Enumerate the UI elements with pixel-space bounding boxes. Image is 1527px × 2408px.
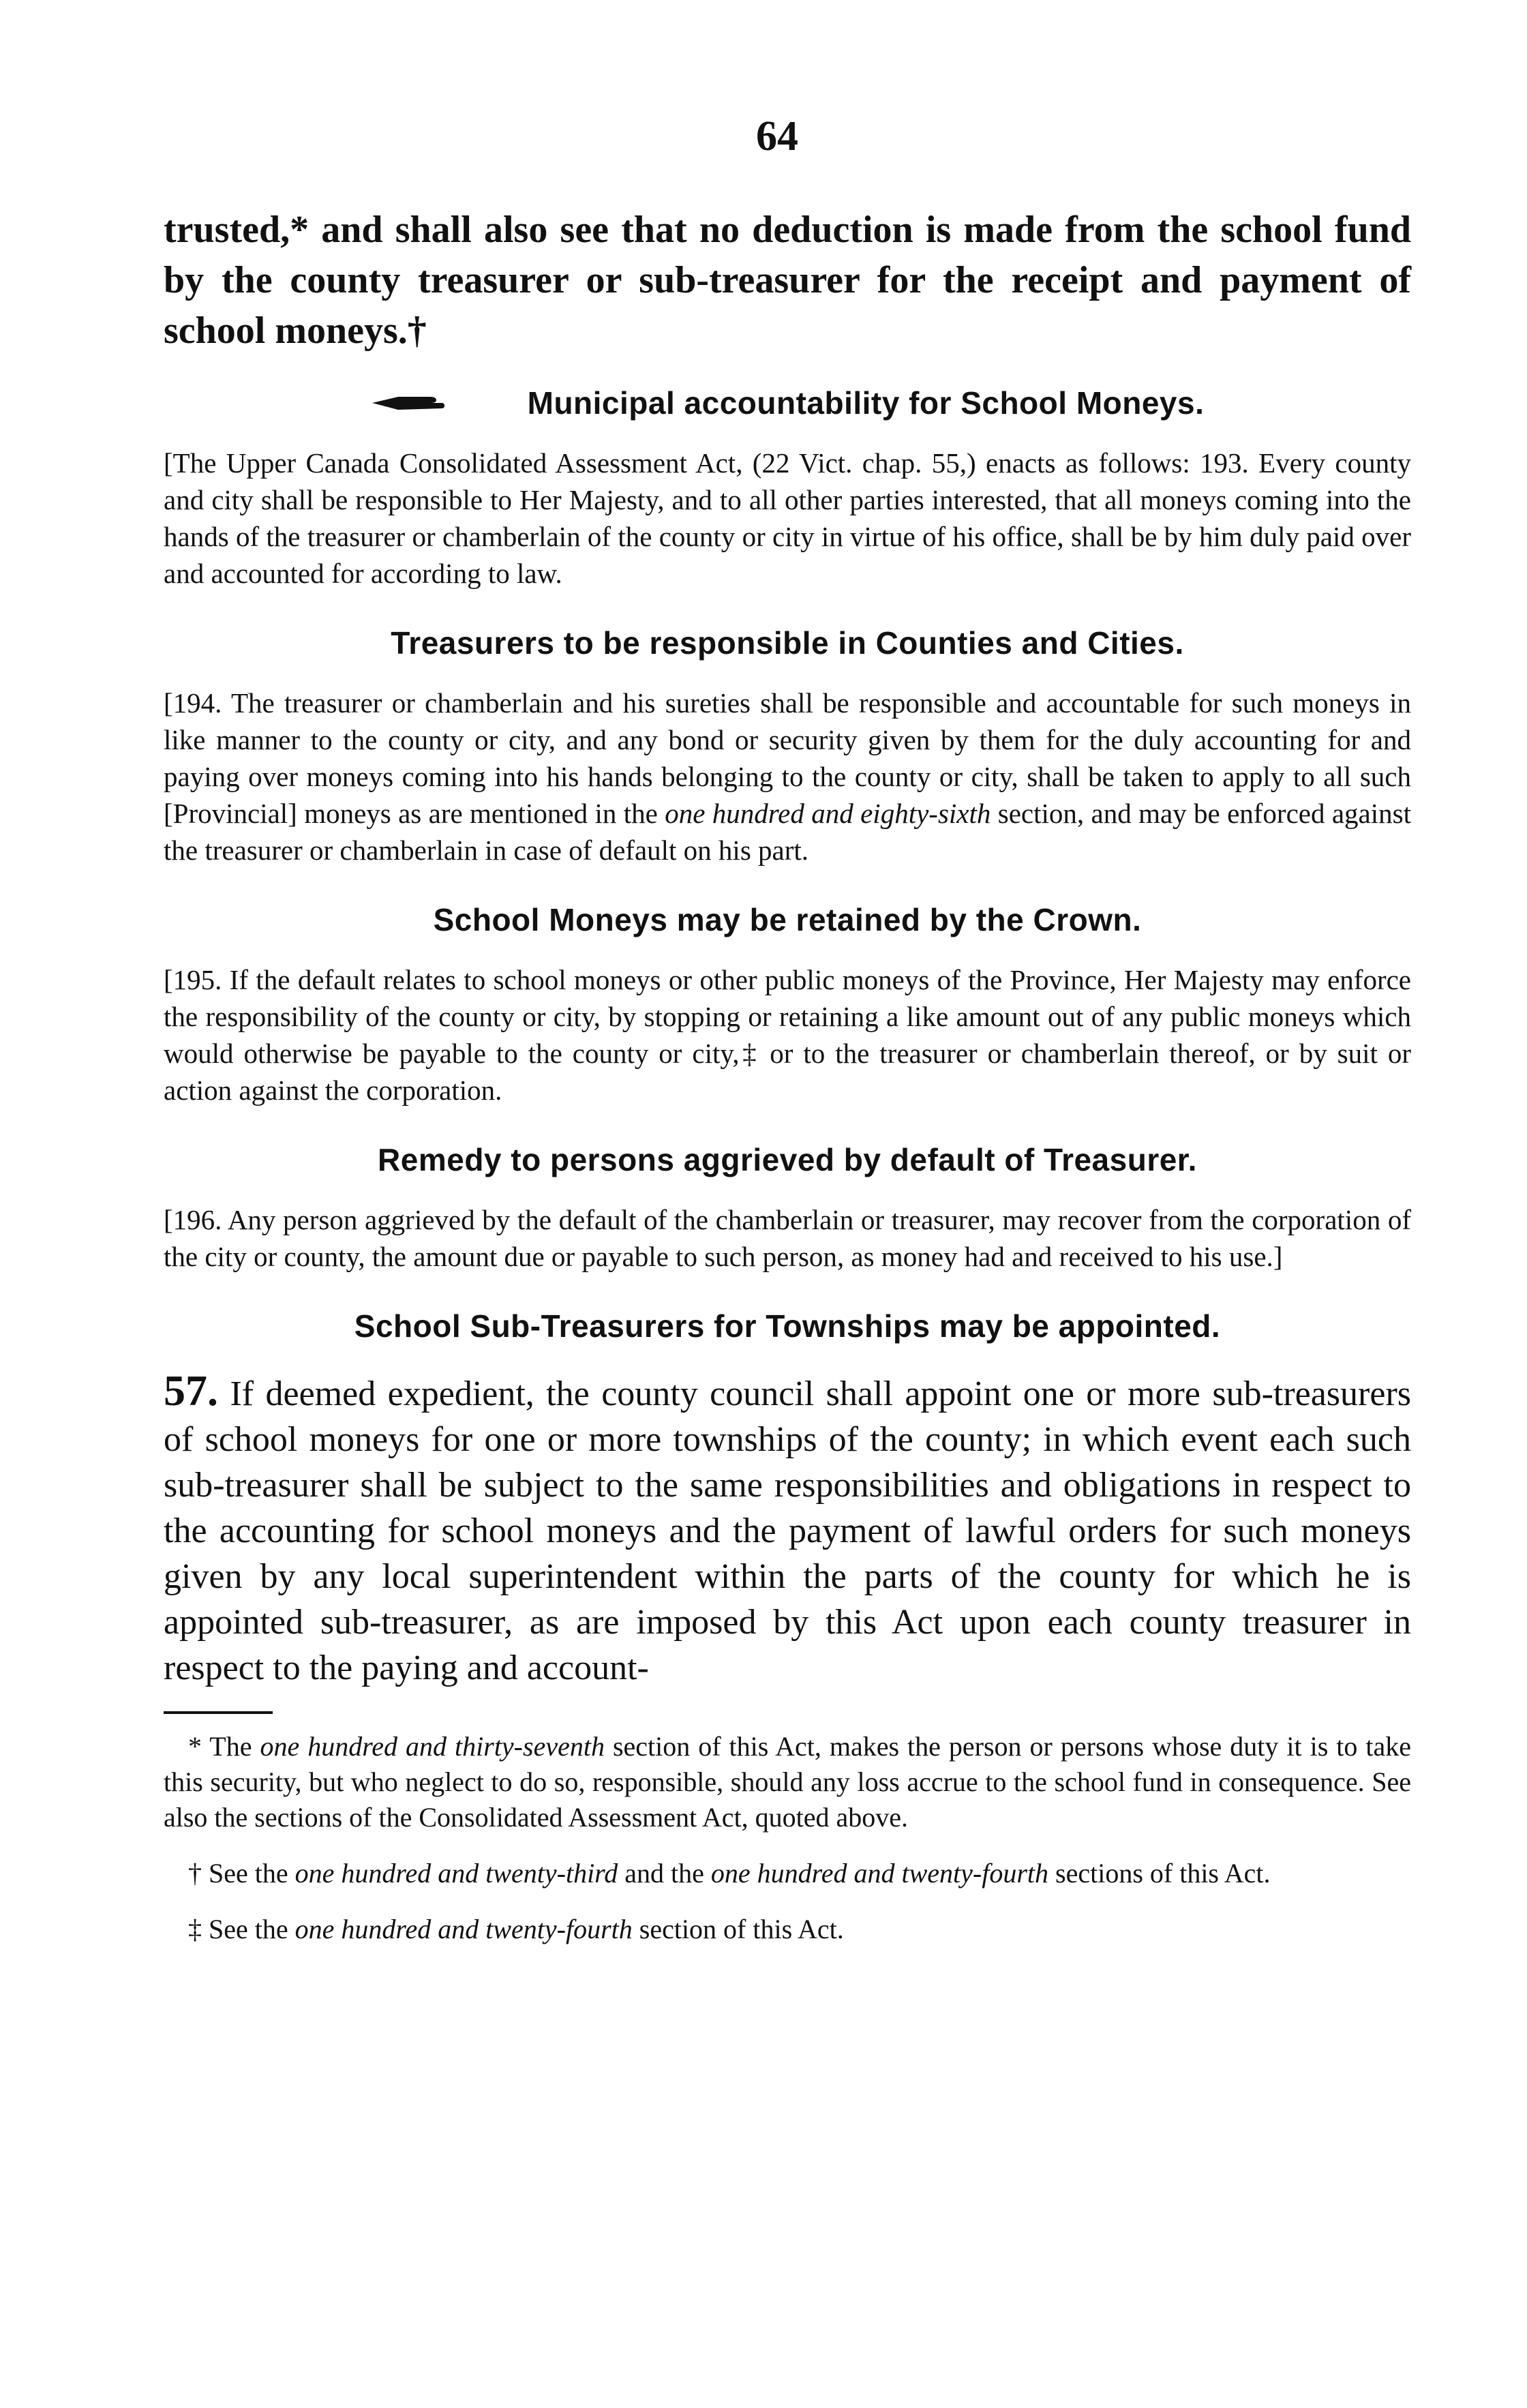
pointing-hand-icon bbox=[371, 393, 446, 413]
footnote-1-mark: * The bbox=[188, 1731, 260, 1762]
heading-treasurers-responsible: Treasurers to be responsible in Counties and Cities. bbox=[391, 625, 1184, 661]
footnote-1-text: section of this Act, makes the person or persons whose duty it is to take this security, but who neglect to do so, responsible, should any loss accrue to the school fund in consequence. See also the sections of the Consolidated Assessment Act, quoted above. bbox=[164, 1731, 1411, 1833]
footnote-asterisk bbox=[164, 1729, 1411, 1835]
heading-municipal-accountability bbox=[164, 385, 1411, 421]
section-195-paragraph: [195. If the default relates to school moneys or other public moneys of the Province, Her Majesty may enforce the responsibility of the county or city, by stopping or retaining a like amount out of any public moneys which would otherwise be payable to the county or city,‡ or to the treasurer or chamberlain thereof, or by suit or action against the corporation. bbox=[164, 964, 1411, 1106]
section-194-paragraph bbox=[164, 684, 1411, 869]
section-194-text-a: [194. The treasurer or chamberlain and his sureties shall be responsible and accountable for such moneys in like manner to the county or city, and any bond or security given by them for the duly accounting for and paying over moneys coming into his hands belonging to the county or city, shall be taken to apply to all such [Provincial] moneys as are mentioned in the bbox=[164, 687, 1411, 829]
heading-sub-treasurers: School Sub-Treasurers for Townships may be appointed. bbox=[354, 1308, 1221, 1344]
footnote-2-emphasis-2: one hundred and twenty-fourth bbox=[710, 1858, 1049, 1888]
footnote-2-mark: † See the bbox=[188, 1858, 295, 1888]
section-196-paragraph: [196. Any person aggrieved by the default of the chamberlain or treasurer, may recover from the corporation of the city or county, the amount due or payable to such person, as money had and received to his use.] bbox=[164, 1204, 1411, 1272]
footnote-2-emphasis-1: one hundred and twenty-third bbox=[294, 1858, 618, 1888]
section-57-number: 57. bbox=[164, 1366, 218, 1415]
footnote-2-mid: and the bbox=[618, 1858, 711, 1888]
section-57-text: If deemed expedient, the county council shall appoint one or more sub-treasurers of school moneys for one or more townships of the county; in which event each such sub-treasurer shall be subject to the same responsibilities and obligations in respect to the accounting for school moneys and the payment of lawful orders for such moneys given by any local superintendent within the parts of the county for which he is appointed sub-treasurer, as are imposed by this Act upon each county treasurer in respect to the paying and account- bbox=[164, 1374, 1411, 1687]
footnote-2-text: sections of this Act. bbox=[1048, 1858, 1271, 1888]
section-193-paragraph: [The Upper Canada Consolidated Assessment Act, (22 Vict. chap. 55,) enacts as follows: 193. Every county and city shall be responsible to Her Majesty, and to all other parties interested, that all moneys coming into the hands of the treasurer or chamberlain of the county or city in virtue of his office, shall be by him duly paid over and accounted for according to law. bbox=[164, 447, 1411, 589]
footnote-3-emphasis: one hundred and twenty-fourth bbox=[294, 1914, 633, 1944]
section-194-emphasis: one hundred and eighty-sixth bbox=[665, 798, 991, 829]
lead-paragraph: trusted,* and shall also see that no deduction is made from the school fund by the county treasurer or sub-treasurer for the receipt and payment of school moneys.† bbox=[164, 209, 1411, 352]
footnote-double-dagger bbox=[164, 1912, 1411, 1947]
page-number: 64 bbox=[756, 113, 798, 160]
section-194-text-b: section, and may be enforced against the treasurer or chamberlain in case of default on his part. bbox=[164, 798, 1411, 866]
heading-retained-by-crown: School Moneys may be retained by the Crown. bbox=[433, 902, 1142, 937]
footnote-3-mark: ‡ See the bbox=[188, 1914, 295, 1944]
footnote-3-text: section of this Act. bbox=[632, 1914, 844, 1944]
heading-text: Municipal accountability for School Moneys. bbox=[527, 385, 1205, 421]
footnote-dagger bbox=[164, 1856, 1411, 1891]
section-57-paragraph bbox=[164, 1368, 1411, 1691]
footnote-1-emphasis: one hundred and thirty-seventh bbox=[260, 1731, 605, 1762]
footnote-divider bbox=[164, 1711, 273, 1714]
heading-remedy-aggrieved: Remedy to persons aggrieved by default of Treasurer. bbox=[378, 1142, 1197, 1177]
page-content bbox=[164, 205, 1411, 1968]
